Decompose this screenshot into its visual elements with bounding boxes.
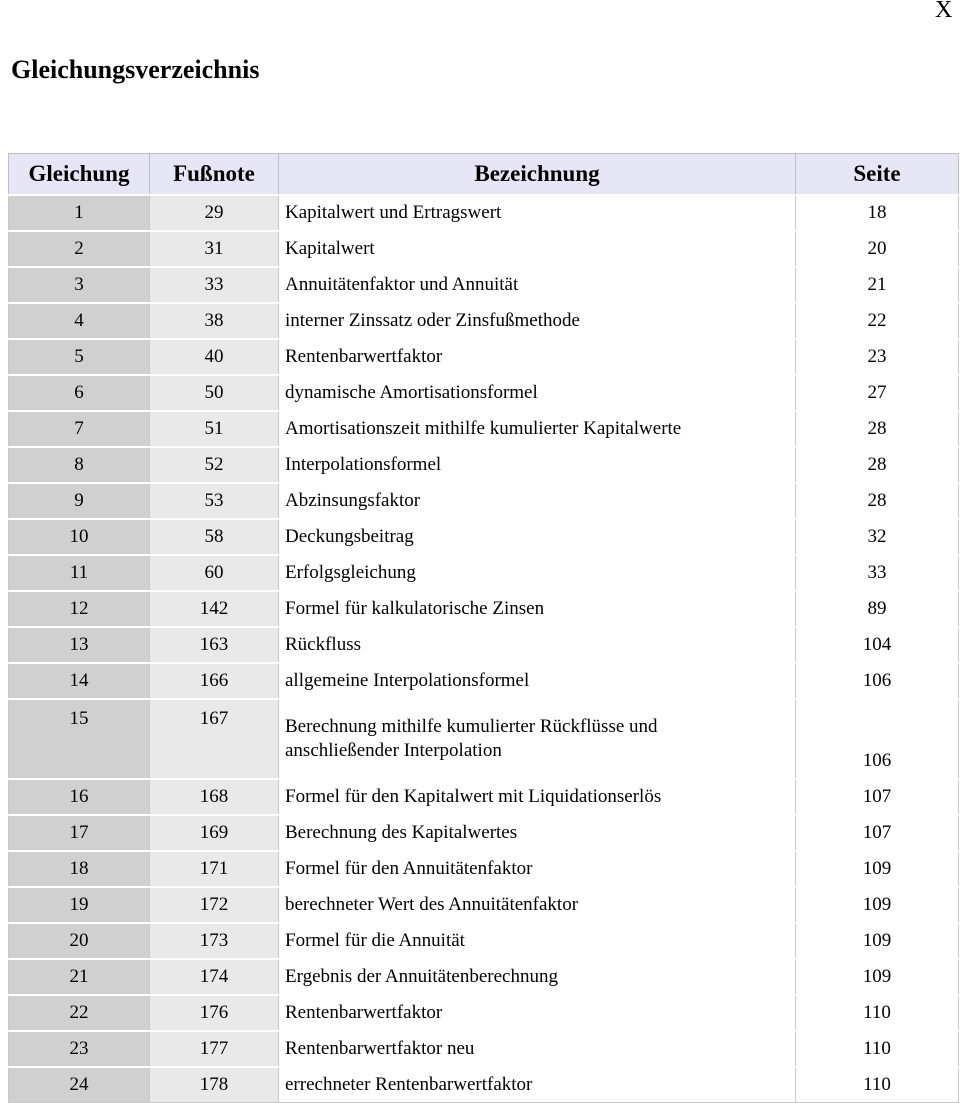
footnote-number: 166 [150,663,279,699]
page-number: 21 [796,267,959,303]
table-row [9,555,959,591]
equation-number: 6 [9,375,150,411]
equation-number: 14 [9,663,150,699]
page-number: 20 [796,231,959,267]
page-number: 106 [796,699,959,779]
equation-designation [279,923,796,959]
equation-designation [279,267,796,303]
table-header-row [9,154,959,196]
equation-designation [279,959,796,995]
table-row [9,447,959,483]
designation-text: Formel für kalkulatorische Zinsen [285,598,545,619]
footnote-number: 50 [150,375,279,411]
header-footnote: Fußnote [150,154,279,196]
equation-designation [279,1031,796,1067]
designation-text: allgemeine Interpolationsformel [285,670,530,691]
designation-text: Kapitalwert und Ertragswert [285,202,502,223]
footnote-number: 53 [150,483,279,519]
footnote-number: 51 [150,411,279,447]
table-row [9,267,959,303]
footnote-number: 31 [150,231,279,267]
footnote-number: 142 [150,591,279,627]
designation-text: Rückfluss [285,634,361,655]
equation-number: 18 [9,851,150,887]
designation-text: Berechnung des Kapitalwertes [285,822,518,843]
page-number: 110 [796,1031,959,1067]
table-row [9,231,959,267]
footnote-number: 33 [150,267,279,303]
equation-number: 17 [9,815,150,851]
page-number: 28 [796,447,959,483]
designation-text: Formel für den Kapitalwert mit Liquidationserlös [285,786,662,807]
table-row [9,195,959,231]
designation-text: errechneter Rentenbarwertfaktor [285,1074,533,1095]
footnote-number: 177 [150,1031,279,1067]
page-number: 107 [796,815,959,851]
footnote-number: 178 [150,1067,279,1103]
designation-text: Formel für den Annuitätenfaktor [285,858,533,879]
designation-text: Berechnung mithilfe kumulierter Rückflüsse und anschließender Interpolation [285,716,658,761]
designation-text: Abzinsungsfaktor [285,490,421,511]
equation-designation [279,815,796,851]
designation-text: Rentenbarwertfaktor [285,346,443,367]
equation-designation [279,303,796,339]
table-row [9,519,959,555]
footnote-number: 168 [150,779,279,815]
page-number: 109 [796,851,959,887]
equation-designation [279,1067,796,1103]
footnote-number: 163 [150,627,279,663]
page-number: 109 [796,959,959,995]
table-row [9,339,959,375]
designation-text: Kapitalwert [285,238,375,259]
equation-number: 12 [9,591,150,627]
equation-designation [279,663,796,699]
header-equation: Gleichung [9,154,150,196]
equation-designation [279,483,796,519]
equation-designation [279,447,796,483]
table-row [9,411,959,447]
table-row [9,779,959,815]
equation-number: 23 [9,1031,150,1067]
header-designation: Bezeichnung [279,154,796,196]
equation-number: 13 [9,627,150,663]
table-row [9,851,959,887]
designation-text: Rentenbarwertfaktor neu [285,1038,475,1059]
table-row [9,1067,959,1103]
designation-text: Annuitätenfaktor und Annuität [285,274,519,295]
equation-number: 15 [9,699,150,779]
page-number: 106 [796,663,959,699]
header-page: Seite [796,154,959,196]
designation-text: berechneter Wert des Annuitätenfaktor [285,894,579,915]
equation-designation [279,779,796,815]
equation-designation [279,851,796,887]
designation-text: Interpolationsformel [285,454,442,475]
page-number: 33 [796,555,959,591]
table-row [9,887,959,923]
page-number: 109 [796,887,959,923]
equation-designation [279,627,796,663]
footnote-number: 29 [150,195,279,231]
equation-designation [279,591,796,627]
designation-text: Amortisationszeit mithilfe kumulierter Kapitalwerte [285,418,682,439]
equation-designation [279,995,796,1031]
footnote-number: 38 [150,303,279,339]
table-row [9,923,959,959]
page-number: 109 [796,923,959,959]
table-row [9,1031,959,1067]
designation-text: interner Zinssatz oder Zinsfußmethode [285,310,580,331]
equation-designation [279,375,796,411]
equation-designation [279,231,796,267]
footnote-number: 52 [150,447,279,483]
close-button[interactable]: X [935,0,953,23]
footnote-number: 60 [150,555,279,591]
equation-number: 24 [9,1067,150,1103]
page-number: 28 [796,483,959,519]
page-number: 89 [796,591,959,627]
table-row [9,815,959,851]
equation-number: 3 [9,267,150,303]
page-number: 110 [796,1067,959,1103]
table-body [9,195,959,1103]
equation-number: 11 [9,555,150,591]
equation-number: 1 [9,195,150,231]
page-number: 104 [796,627,959,663]
page-number: 107 [796,779,959,815]
equation-designation [279,411,796,447]
equation-designation [279,887,796,923]
equation-number: 22 [9,995,150,1031]
page-number: 23 [796,339,959,375]
page-title: Gleichungsverzeichnis [11,55,260,84]
footnote-number: 167 [150,699,279,779]
page-number: 32 [796,519,959,555]
page-number: 22 [796,303,959,339]
designation-text: Rentenbarwertfaktor [285,1002,443,1023]
designation-text: Deckungsbeitrag [285,526,414,547]
equation-designation [279,339,796,375]
page-number: 27 [796,375,959,411]
footnote-number: 174 [150,959,279,995]
page-number: 28 [796,411,959,447]
equation-number: 10 [9,519,150,555]
footnote-number: 171 [150,851,279,887]
footnote-number: 169 [150,815,279,851]
equation-number: 19 [9,887,150,923]
designation-text: dynamische Amortisationsformel [285,382,538,403]
table-row [9,699,959,779]
table-row [9,627,959,663]
equation-number: 5 [9,339,150,375]
designation-text: Erfolgsgleichung [285,562,416,583]
equation-number: 2 [9,231,150,267]
table-row [9,303,959,339]
equation-designation [279,555,796,591]
table-row [9,483,959,519]
table-row [9,591,959,627]
equation-number: 7 [9,411,150,447]
equation-number: 8 [9,447,150,483]
table-row [9,375,959,411]
designation-text: Formel für die Annuität [285,930,465,951]
equation-index-table [8,153,959,1103]
footnote-number: 176 [150,995,279,1031]
equation-number: 4 [9,303,150,339]
footnote-number: 40 [150,339,279,375]
equation-designation [279,519,796,555]
equation-number: 16 [9,779,150,815]
equation-designation [279,195,796,231]
table-row [9,663,959,699]
table-row [9,995,959,1031]
footnote-number: 173 [150,923,279,959]
page-number: 18 [796,195,959,231]
page-number: 110 [796,995,959,1031]
equation-number: 9 [9,483,150,519]
equation-number: 20 [9,923,150,959]
table-row [9,959,959,995]
equation-number: 21 [9,959,150,995]
footnote-number: 58 [150,519,279,555]
footnote-number: 172 [150,887,279,923]
designation-text: Ergebnis der Annuitätenberechnung [285,966,558,987]
equation-designation [279,699,796,779]
